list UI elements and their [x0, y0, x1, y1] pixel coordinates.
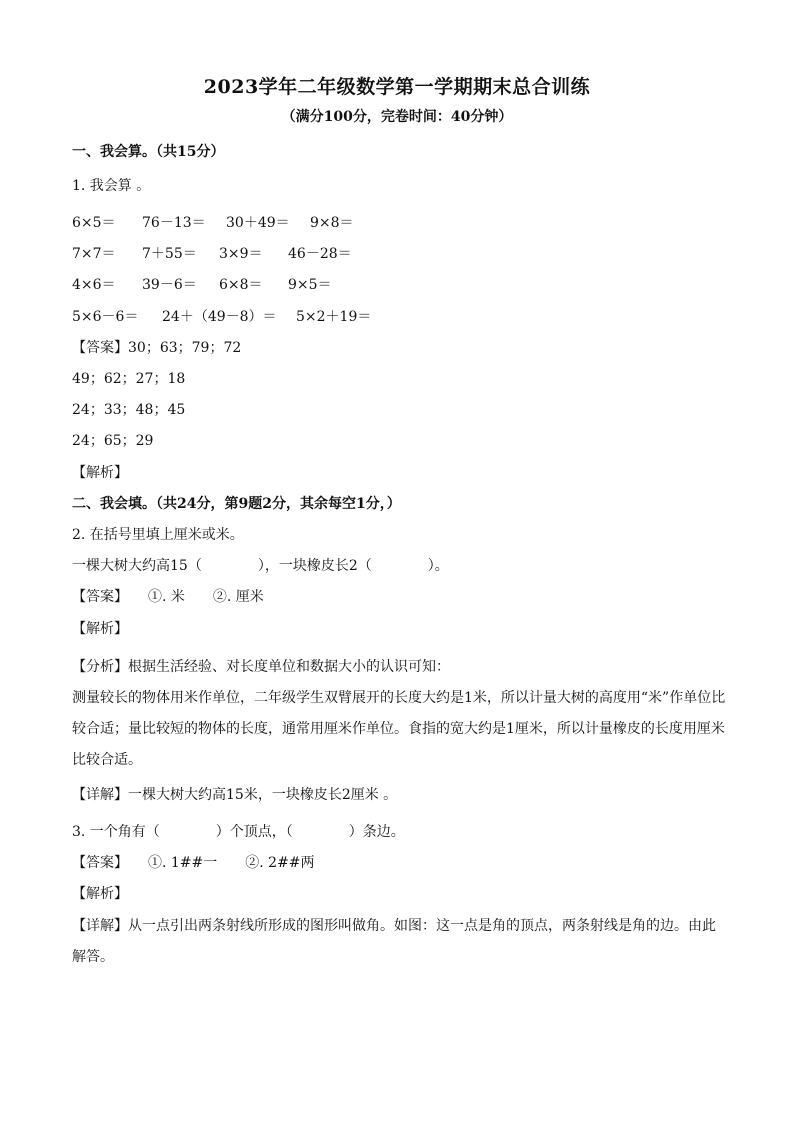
question-2-answer	[72, 587, 264, 607]
answer-values: ①. 米 ②. 厘米	[148, 589, 264, 605]
section-2-heading: 二、我会填。（共24分，第9题2分，其余每空1分，）	[72, 496, 401, 512]
question-3-detail: 【详解】从一点引出两条射线所形成的图形叫做角。如图：这一点是角的顶点，两条射线是角的边。由此解答。	[72, 918, 716, 965]
answer-label: 【答案】	[72, 340, 128, 356]
question-3-analysis-label: 【解析】	[72, 886, 128, 902]
answer-line-2: 49；62；27；18	[72, 371, 186, 387]
answer-line-3: 24；33；48；45	[72, 402, 186, 418]
calc-item: 7＋55＝	[142, 246, 197, 262]
calc-item: 6×5＝	[72, 215, 116, 231]
question-2-explanation: 测量较长的物体用米作单位，二年级学生双臂展开的长度大约是1米，所以计量大树的高度用“米”作单位比较合适；量比较短的物体的长度，通常用厘米作单位。食指的宽大约是1厘米，所以计量橡皮的长度用厘米比较合适。	[72, 690, 726, 768]
question-2-analysis-label: 【解析】	[72, 621, 128, 637]
answer-label: 【答案】	[72, 589, 128, 605]
answer-line-1	[72, 338, 241, 358]
calc-item: 3×9＝	[219, 246, 263, 262]
question-3-text: 3. 一个角有（ ）个顶点，（ ）条边。	[72, 824, 405, 840]
calc-item: 39－6＝	[142, 277, 197, 293]
calc-item: 4×6＝	[72, 277, 116, 293]
calc-item: 30＋49＝	[226, 215, 290, 231]
analysis-label: 【解析】	[72, 465, 128, 481]
question-2-detail: 【详解】一棵大树大约高15米，一块橡皮长2厘米 。	[72, 787, 398, 803]
section-1-heading: 一、我会算。（共15分）	[72, 144, 225, 160]
document-subtitle: （满分100分，完卷时间：40分钟）	[281, 109, 513, 125]
calc-item: 9×8＝	[310, 215, 354, 231]
calc-item: 5×2＋19＝	[296, 309, 372, 325]
answer-line-4: 24；65；29	[72, 433, 154, 449]
calc-item: 5×6－6＝	[72, 309, 139, 325]
calc-item: 7×7＝	[72, 246, 116, 262]
answer-values: ①. 1##一 ②. 2##两	[148, 855, 315, 871]
answer-label: 【答案】	[72, 855, 128, 871]
question-3-answer	[72, 853, 315, 873]
calc-item: 6×8＝	[219, 277, 263, 293]
question-2-text: 2. 在括号里填上厘米或米。	[72, 527, 244, 543]
calc-item: 9×5＝	[288, 277, 332, 293]
question-1-text: 1. 我会算 。	[72, 178, 151, 194]
calc-item: 24＋（49－8）＝	[162, 309, 277, 325]
question-2-line: 一棵大树大约高15（ ），一块橡皮长2（ ）。	[72, 558, 449, 574]
question-2-fenxi: 【分析】根据生活经验、对长度单位和数据大小的认识可知：	[72, 659, 450, 675]
calc-item: 76－13＝	[142, 215, 206, 231]
answer-values: 30；63；79；72	[128, 340, 242, 356]
document-title: 2023学年二年级数学第一学期期末总合训练	[203, 76, 591, 98]
calc-item: 46－28＝	[288, 246, 352, 262]
